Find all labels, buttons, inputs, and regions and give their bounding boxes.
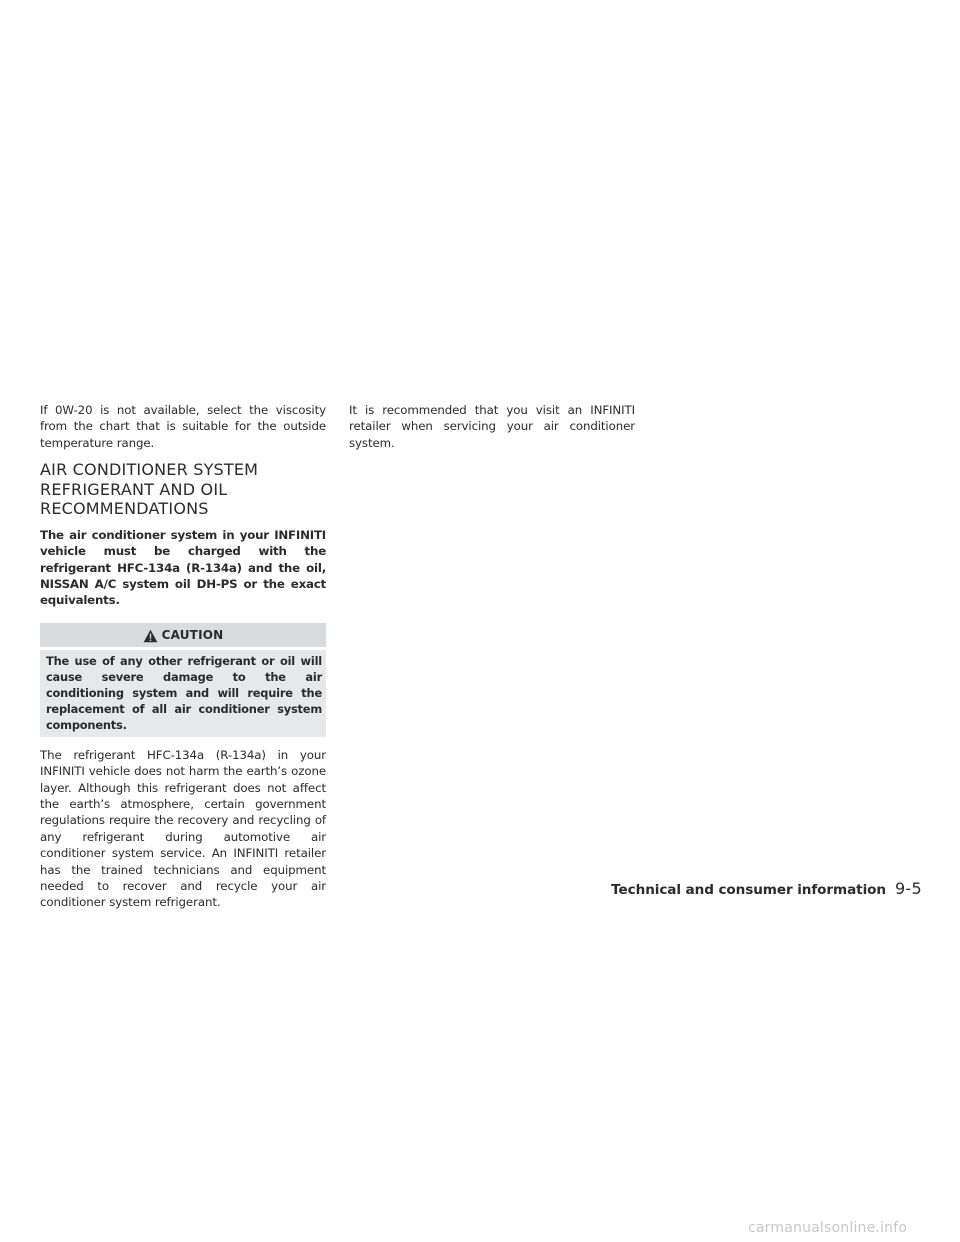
caution-title: CAUTION [161,627,224,642]
page-footer [611,879,922,898]
caution-text: The use of any other refrigerant or oil will cause severe damage to the air conditioning system and will require the replacement of all air conditioner system components. [40,650,326,737]
caution-box [40,623,326,737]
left-column [40,402,326,911]
section-heading: AIR CONDITIONER SYSTEM REFRIGERANT AND OIL RECOMMENDATIONS [40,460,259,519]
footer-section-title: Technical and consumer information [611,882,886,898]
refrigerant-info: The refrigerant HFC-134a (R-134a) in your INFINITI vehicle does not harm the earth’s ozone layer. Although this refrigerant does not affect the earth’s atmosphere, certain government regulations require the recovery and recycling of any refrigerant during automotive air conditioner system service. An INFINITI retailer has the trained technicians and equipment needed to recover and recycle your air conditioner system refrigerant. [40,747,326,910]
viscosity-note: If 0W-20 is not available, select the viscosity from the chart that is suitable for the outside temperature range. [40,403,326,450]
watermark: carmanualsonline.info [748,1220,908,1236]
warning-triangle-icon [143,628,158,642]
service-recommendation: It is recommended that you visit an INFINITI retailer when servicing your air conditioner system. [349,403,635,450]
caution-header [40,623,326,647]
right-column [349,402,635,451]
refrigerant-requirement: The air conditioner system in your INFINITI vehicle must be charged with the refrigerant HFC-134a (R-134a) and the oil, NISSAN A/C system oil DH-PS or the exact equivalents. [40,527,326,608]
page-number: 9-5 [894,879,922,898]
